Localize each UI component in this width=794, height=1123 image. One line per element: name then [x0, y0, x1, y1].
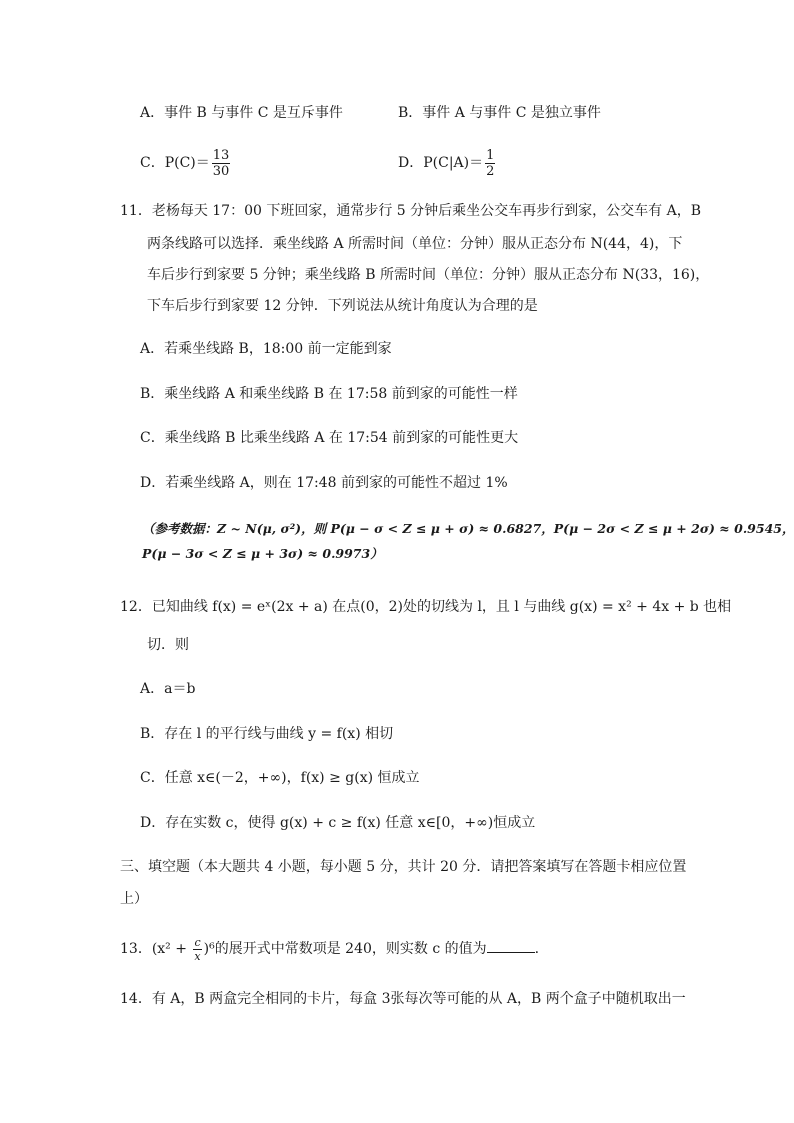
q12-option-a: A．a＝b	[140, 681, 196, 697]
q11-stem-line-4: 下车后步行到家要 12 分钟．下列说法从统计角度认为合理的是	[147, 298, 538, 314]
q10-option-c-prefix: C．P(C)＝	[140, 155, 210, 171]
q11-option-d: D．若乘坐线路 A，则在 17:48 前到家的可能性不超过 1%	[140, 475, 508, 491]
fraction-denominator: 30	[212, 163, 230, 179]
q12-option-c: C．任意 x∈(－2，+∞)，f(x) ≥ g(x) 恒成立	[140, 770, 420, 786]
q11-reference-data-line-1: （参考数据：Z ~ N(μ, σ²)，则 P(μ − σ < Z ≤ μ + σ) ≈ 0.6827，P(μ − 2σ < Z ≤ μ + 2σ) ≈ 0.9545，	[142, 521, 794, 536]
q11-stem-line-3: 车后步行到家要 5 分钟；乘坐线路 B 所需时间（单位：分钟）服从正态分布 N(33，16)，	[147, 267, 710, 283]
q11-stem-line-1: 11．老杨每天 17：00 下班回家，通常步行 5 分钟后乘坐公交车再步行到家，公交车有 A，B	[120, 203, 701, 219]
q10-option-c	[140, 146, 232, 180]
q12-stem-line-2: 切．则	[147, 637, 189, 653]
q10-option-d	[398, 146, 497, 180]
q10-option-c-fraction	[212, 148, 231, 179]
section-3-heading-line-1: 三、填空题（本大题共 4 小题，每小题 5 分，共计 20 分．请把答案填写在答题卡相应位置	[120, 859, 687, 875]
q13-fraction	[193, 936, 201, 963]
q10-option-b: B．事件 A 与事件 C 是独立事件	[398, 105, 601, 121]
q11-option-b: B．乘坐线路 A 和乘坐线路 B 在 17:58 前到家的可能性一样	[140, 386, 518, 402]
q10-option-d-fraction	[485, 148, 495, 179]
q12-option-d: D．存在实数 c，使得 g(x) + c ≥ f(x) 任意 x∈[0，+∞)恒成立	[140, 815, 536, 831]
q12-option-b: B．存在 l 的平行线与曲线 y = f(x) 相切	[140, 726, 394, 742]
fraction-numerator: 1	[486, 147, 495, 163]
q11-option-a: A．若乘坐线路 B，18:00 前一定能到家	[140, 341, 392, 357]
q13-stem	[120, 934, 539, 964]
q13-suffix: )⁶的展开式中常数项是 240，则实数 c 的值为	[203, 941, 487, 957]
q14-stem-line-1: 14．有 A，B 两盒完全相同的卡片，每盒 3张每次等可能的从 A，B 两个盒子中随机取出一	[120, 991, 686, 1007]
fraction-numerator: 13	[212, 147, 230, 163]
q10-option-a: A．事件 B 与事件 C 是互斥事件	[140, 105, 343, 121]
q10-option-d-prefix: D．P(C|A)＝	[398, 155, 484, 171]
q11-reference-data-line-2: P(μ − 3σ < Z ≤ μ + 3σ) ≈ 0.9973）	[142, 546, 383, 561]
q13-prefix: 13．(x² +	[120, 941, 192, 957]
q13-end: .	[534, 941, 540, 957]
q13-answer-blank	[487, 940, 535, 953]
q11-stem-line-2: 两条线路可以选择．乘坐线路 A 所需时间（单位：分钟）服从正态分布 N(44，4)，下	[147, 236, 683, 252]
fraction-denominator: x	[194, 949, 201, 963]
section-3-heading-line-2: 上）	[120, 891, 148, 907]
q12-stem-line-1: 12．已知曲线 f(x) = eˣ(2x + a) 在点(0，2)处的切线为 l，且 l 与曲线 g(x) = x² + 4x + b 也相	[120, 599, 732, 615]
q11-option-c: C．乘坐线路 B 比乘坐线路 A 在 17:54 前到家的可能性更大	[140, 430, 519, 446]
fraction-numerator: c	[194, 935, 201, 949]
fraction-denominator: 2	[486, 163, 495, 179]
